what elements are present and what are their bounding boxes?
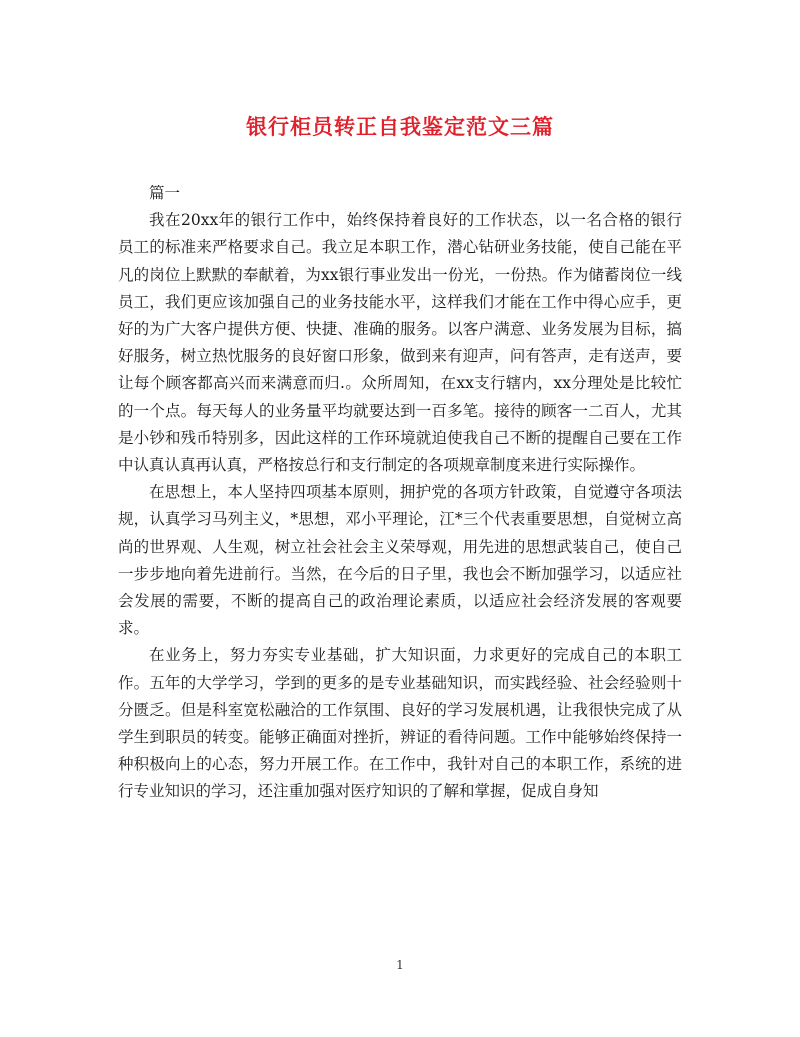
paragraph-1: 我在20xx年的银行工作中，始终保持着良好的工作状态，以一名合格的银行员工的标准来严格要求自己。我立足本职工作，潜心钻研业务技能，使自己能在平凡的岗位上默默的奉献着，为xx银行事业发出一份光，一份热。作为储蓄岗位一线员工，我们更应该加强自己的业务技能水平，这样我们才能在工作中得心应手，更好的为广大客户提供方便、快捷、准确的服务。以客户满意、业务发展为目标，搞好服务，树立热忱服务的良好窗口形象，做到来有迎声，问有答声，走有送声，要让每个顾客都高兴而来满意而归.。众所周知，在xx支行辖内，xx分理处是比较忙的一个点。每天每人的业务量平均就要达到一百多笔。接待的顾客一二百人，尤其是小钞和残币特别多，因此这样的工作环境就迫使我自己不断的提醒自己要在工作中认真认真再认真，严格按总行和支行制定的各项规章制度来进行实际操作。 — [118, 211, 682, 475]
page-number: 1 — [396, 958, 404, 972]
paragraph-3: 在业务上，努力夯实专业基础，扩大知识面，力求更好的完成自己的本职工作。五年的大学学习，学到的更多的是专业基础知识，而实践经验、社会经验则十分匮乏。但是科室宽松融洽的工作氛围、良好的学习发展机遇，让我很快完成了从学生到职员的转变。能够正确面对挫折，辨证的看待问题。工作中能够始终保持一种积极向上的心态，努力开展工作。在工作中，我针对自己的本职工作，系统的进行专业知识的学习，还注重加强对医疗知识的了解和掌握，促成自身知 — [118, 646, 682, 801]
section-label: 篇一 — [149, 184, 181, 202]
paragraph-2: 在思想上，本人坚持四项基本原则，拥护党的各项方针政策，自觉遵守各项法规，认真学习马列主义，*思想，邓小平理论，江*三个代表重要思想，自觉树立高尚的世界观、人生观，树立社会社会主义荣辱观，用先进的思想武装自己，使自己一步步地向着先进前行。当然，在今后的日子里，我也会不断加强学习，以适应社会发展的需要，不断的提高自己的政治理论素质，以适应社会经济发展的客观要求。 — [118, 483, 682, 638]
document-title: 银行柜员转正自我鉴定范文三篇 — [246, 114, 554, 139]
document-body — [118, 180, 682, 806]
